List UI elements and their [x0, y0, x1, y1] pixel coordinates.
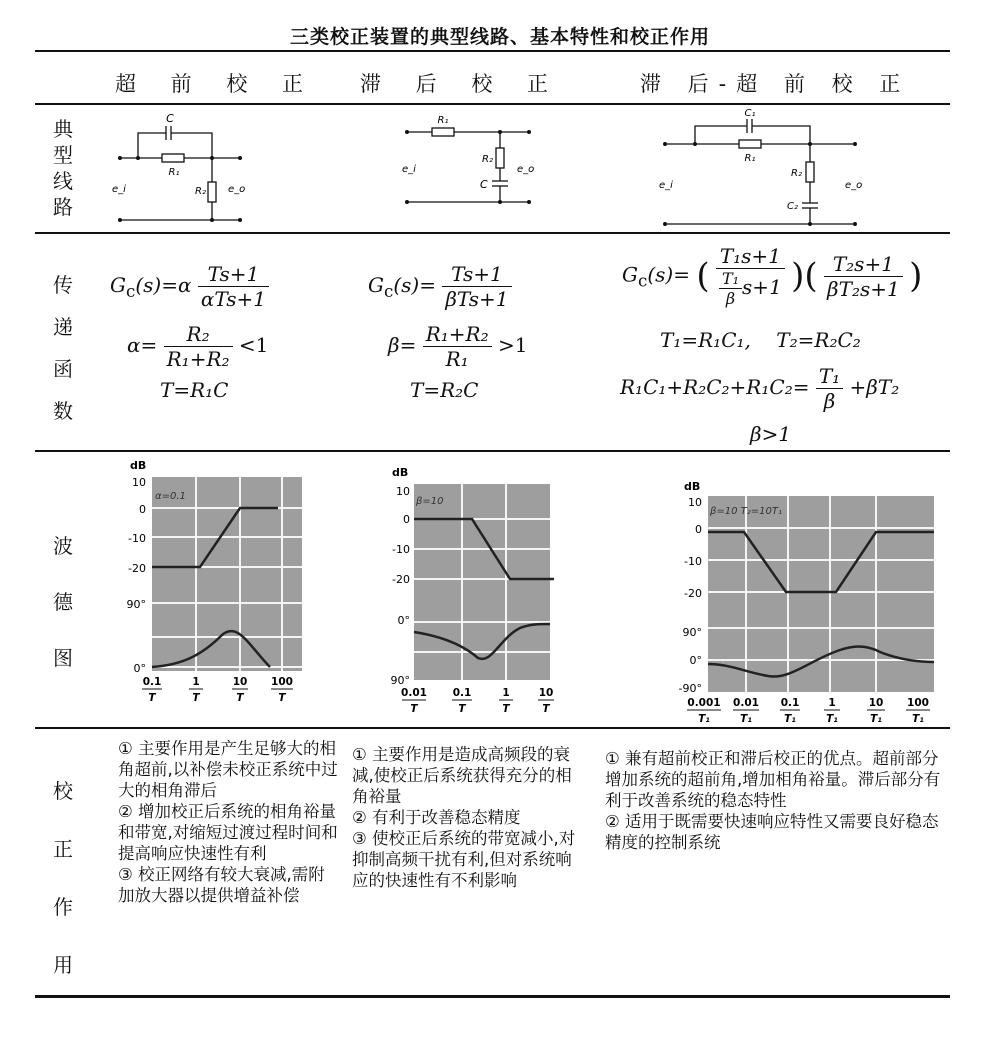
laglead-transfer-function: $G_c(s)=$ ( T₁s+1 $\frac{\text{T₁}}{\beta}$ s+1 )( $\frac{\text{T₂s+1}}{\text{βT₂s+1}}$ )	[622, 244, 923, 308]
lag-r2-label: R₂	[482, 154, 493, 165]
transfer-rule	[35, 450, 950, 452]
lead-xtick-2-num: 10	[232, 676, 248, 688]
laglead-ytick-90: 90°	[682, 626, 702, 639]
lead-effect-3: ③ 校正网络有较大衰减,需附加放大器以提供增益补偿	[118, 865, 325, 905]
bottom-rule	[35, 995, 950, 998]
laglead-constraint: R₁C₁+R₂C₂+R₁C₂= $\frac{\text{T₁}}{\beta}$ +βT₂	[620, 364, 900, 413]
laglead-xtick-2-num: 0.1	[780, 697, 800, 709]
lead-xtick-2-den: T	[236, 692, 244, 704]
column-header-lag: 滞 后 校 正	[360, 72, 563, 96]
laglead-c1-label: C₁	[744, 108, 756, 119]
lag-c-label: C	[480, 178, 488, 191]
laglead-beta-condition: β>1	[750, 422, 792, 446]
lead-bode-plot	[110, 455, 310, 710]
lead-ytick-0deg: 0°	[133, 662, 146, 675]
laglead-ytick-m10: -10	[684, 555, 702, 568]
lag-ytick-0deg: 0°	[397, 614, 410, 627]
lag-effects	[352, 744, 587, 891]
laglead-bode-background	[708, 496, 934, 692]
laglead-bode-plot	[640, 476, 940, 726]
lag-ytick-0: 0	[403, 513, 410, 526]
column-header-lead: 超 前 校 正	[115, 72, 318, 96]
laglead-r1-label: R₁	[744, 153, 756, 164]
row-label-transfer: 传 递 函 数	[53, 273, 73, 423]
laglead-xtick-4-num: 10	[868, 697, 884, 709]
laglead-xtick-0-num: 0.001	[687, 697, 721, 709]
lag-bode-param: β=10	[416, 496, 444, 507]
row-label-bode: 波 德 图	[53, 534, 73, 670]
laglead-ytick-0deg: 0°	[689, 654, 702, 667]
laglead-bode-unit: dB	[684, 480, 701, 493]
lag-effect-1: ① 主要作用是造成高频段的衰减,使校正后系统获得充分的相角裕量	[352, 745, 572, 806]
laglead-effects	[605, 748, 950, 853]
lag-effect-2: ② 有利于改善稳态精度	[352, 808, 521, 827]
lag-ei-label: e_i	[402, 164, 416, 175]
lead-xtick-1-den: T	[192, 692, 200, 704]
top-rule	[35, 50, 950, 52]
lag-xtick-3-num: 10	[538, 687, 554, 699]
laglead-circuit-diagram	[655, 106, 865, 230]
laglead-ei-label: e_i	[659, 180, 673, 191]
lag-r1-label: R₁	[437, 115, 449, 126]
lag-eo-label: e_o	[517, 164, 535, 175]
lead-xtick-0-den: T	[148, 692, 156, 704]
laglead-xtick-3-den: T₁	[826, 713, 838, 725]
laglead-xtick-3-num: 1	[828, 697, 836, 709]
header-rule	[35, 103, 950, 105]
lag-ytick-m20: -20	[392, 573, 410, 586]
lag-xtick-3-den: T	[542, 703, 550, 715]
laglead-ytick-10: 10	[688, 496, 702, 509]
lead-r1-label: R₁	[168, 167, 180, 178]
lag-xtick-2-num: 1	[502, 687, 510, 699]
row-label-effect: 校 正 作 用	[53, 779, 73, 977]
lead-effect-1: ① 主要作用是产生足够大的相角超前,以补偿未校正系统中过大的相角滞后	[118, 739, 338, 800]
lag-xtick-1-num: 0.1	[452, 687, 472, 699]
lead-c-label: C	[166, 112, 174, 125]
lag-time-constant: T=R₂C	[410, 378, 479, 402]
lag-xtick-0-num: 0.01	[401, 687, 427, 699]
laglead-effect-2: ② 适用于既需要快速响应特性又需要良好稳态精度的控制系统	[605, 812, 939, 852]
lead-xtick-1-num: 1	[192, 676, 200, 688]
lead-ytick-m20: -20	[128, 562, 146, 575]
lead-ytick-90: 90°	[126, 598, 146, 611]
laglead-r2-label: R₂	[791, 168, 802, 179]
lead-ytick-0: 0	[139, 503, 146, 516]
lead-ytick-10: 10	[132, 476, 146, 489]
lead-time-constant: T=R₁C	[160, 378, 229, 402]
lead-bode-param: α=0.1	[155, 491, 186, 502]
lag-ytick-m10: -10	[392, 543, 410, 556]
lag-effect-3: ③ 使校正后系统的带宽减小,对抑制高频干扰有利,但对系统响应的快速性有不利影响	[352, 829, 576, 890]
laglead-effect-1: ① 兼有超前校正和滞后校正的优点。超前部分增加系统的超前角,增加相角裕量。滞后部分有利于改善系统的稳态特性	[605, 749, 941, 810]
lead-xtick-0-num: 0.1	[142, 676, 162, 688]
lag-circuit-diagram	[392, 108, 552, 228]
lead-transfer-function: $G_c(s)=\alpha$ $\frac{Ts+1}{\text{αTs+1}}$	[110, 262, 269, 311]
lag-beta-formula: β= $\frac{\text{R₁+R₂}}{\text{R₁}}$ >1	[388, 322, 528, 371]
lead-effects	[118, 738, 338, 906]
lead-xtick-3-den: T	[278, 692, 286, 704]
row-label-circuit: 典 型 线 路	[53, 117, 73, 219]
bode-rule	[35, 727, 950, 729]
page-title: 三类校正装置的典型线路、基本特性和校正作用	[289, 26, 710, 48]
laglead-bode-param: β=10 T₂=10T₁	[710, 506, 783, 517]
lead-circuit-diagram	[100, 108, 270, 228]
laglead-c2-label: C₂	[787, 201, 798, 212]
lead-effect-2: ② 增加校正后系统的相角裕量和带宽,对缩短过渡过程时间和提高响应快速性有利	[118, 802, 338, 863]
lag-bode-plot	[370, 462, 570, 720]
lag-xtick-0-den: T	[410, 703, 418, 715]
laglead-xtick-1-den: T₁	[740, 713, 752, 725]
lag-xtick-2-den: T	[502, 703, 510, 715]
laglead-ytick-m20: -20	[684, 587, 702, 600]
laglead-eo-label: e_o	[845, 180, 863, 191]
laglead-xtick-1-num: 0.01	[733, 697, 759, 709]
laglead-xtick-5-den: T₁	[912, 713, 924, 725]
lead-xtick-3-num: 100	[271, 676, 293, 688]
lag-ytick-10: 10	[396, 485, 410, 498]
lead-ei-label: e_i	[112, 184, 126, 195]
laglead-xtick-2-den: T₁	[784, 713, 796, 725]
laglead-xtick-5-num: 100	[907, 697, 929, 709]
laglead-ytick-m90: -90°	[678, 682, 702, 695]
lag-ytick-90: 90°	[390, 674, 410, 687]
lag-xtick-1-den: T	[458, 703, 466, 715]
lead-eo-label: e_o	[228, 184, 246, 195]
laglead-xtick-4-den: T₁	[870, 713, 882, 725]
lead-alpha-formula: α= $\frac{\text{R₂}}{\text{R₁+R₂}}$ <1	[127, 322, 269, 371]
lag-transfer-function: $G_c(s)=$ $\frac{Ts+1}{\text{βTs+1}}$	[368, 262, 512, 311]
lead-r2-label: R₂	[195, 186, 206, 197]
column-header-laglead: 滞 后-超 前 校 正	[640, 72, 911, 96]
laglead-ytick-0: 0	[695, 523, 702, 536]
lead-ytick-m10: -10	[128, 532, 146, 545]
lead-bode-unit: dB	[130, 459, 147, 472]
lag-bode-background	[414, 484, 550, 680]
circuit-rule	[35, 232, 950, 234]
lead-bode-background	[152, 477, 302, 671]
laglead-time-constants: T₁=R₁C₁, T₂=R₂C₂	[660, 328, 861, 352]
laglead-xtick-0-den: T₁	[698, 713, 710, 725]
lag-bode-unit: dB	[392, 466, 409, 479]
